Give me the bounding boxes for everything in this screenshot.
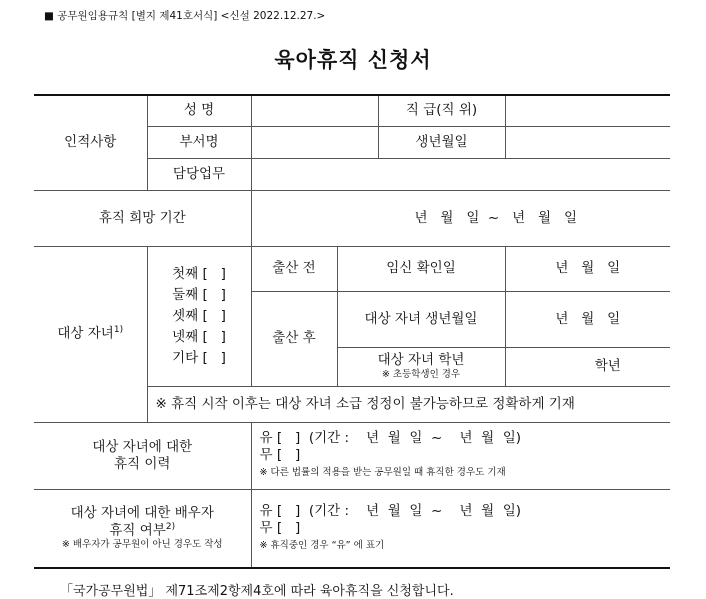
history-yes-option[interactable]: 유 [ ] (기간 : 년 월 일 ~ 년 월 일) <box>259 430 522 446</box>
spouse-leave-field <box>251 489 670 568</box>
child-first-checkbox[interactable]: 첫째 [ ] <box>172 265 226 282</box>
spouse-leave-label <box>34 489 251 568</box>
child-birth-date-field[interactable]: 년 월 일 <box>505 291 670 347</box>
spouse-leave-label-line2: 휴직 여부 <box>109 522 166 539</box>
duty-field[interactable] <box>251 158 670 190</box>
pregnancy-date-field[interactable]: 년 월 일 <box>505 246 670 291</box>
leave-period-label: 휴직 희망 기간 <box>34 190 251 246</box>
birth-date-field[interactable] <box>505 126 670 158</box>
child-third-checkbox[interactable]: 셋째 [ ] <box>172 307 226 324</box>
personal-info-section-label: 인적사항 <box>34 95 147 190</box>
spouse-leave-label-line1: 대상 자녀에 대한 배우자 <box>70 505 214 522</box>
spouse-leave-label-note: ※ 배우자가 공무원이 아닌 경우도 작성 <box>61 539 223 551</box>
spouse-note: ※ 휴직중인 경우 “유” 에 표기 <box>259 539 385 551</box>
history-note: ※ 다른 법률의 적용을 받는 공무원일 때 휴직한 경우도 기재 <box>259 467 506 478</box>
target-child-label-text: 대상 자녀 <box>57 325 114 342</box>
page-title: 육아휴직 신청서 <box>274 48 432 72</box>
after-birth-label: 출산 후 <box>251 291 337 386</box>
leave-history-label-line1: 대상 자녀에 대한 <box>92 438 193 455</box>
target-child-label <box>34 246 147 422</box>
before-birth-label: 출산 전 <box>251 246 337 291</box>
pregnancy-date-label: 임신 확인일 <box>337 246 505 291</box>
child-order-list <box>147 246 251 386</box>
birth-date-label: 생년월일 <box>378 126 505 158</box>
leave-history-label <box>34 422 251 489</box>
spouse-yes-option[interactable]: 유 [ ] (기간 : 년 월 일 ~ 년 월 일) <box>259 502 522 519</box>
name-label: 성 명 <box>147 95 251 126</box>
child-other-checkbox[interactable]: 기타 [ ] <box>172 349 226 366</box>
application-form-table <box>34 94 670 569</box>
leave-history-field <box>251 422 670 489</box>
footnote-ref-1: 1) <box>113 325 124 336</box>
footnote-ref-2: 2) <box>165 522 176 533</box>
rank-field[interactable] <box>505 95 670 126</box>
child-grade-note: ※ 초등학생인 경우 <box>381 369 461 380</box>
department-field[interactable] <box>251 126 378 158</box>
child-birth-date-label: 대상 자녀 생년월일 <box>337 291 505 347</box>
child-fourth-checkbox[interactable]: 넷째 [ ] <box>172 328 226 345</box>
name-field[interactable] <box>251 95 378 126</box>
child-grade-label: 대상 자녀 학년 <box>377 352 465 369</box>
child-grade-label-cell <box>337 347 505 386</box>
duty-label: 담당업무 <box>147 158 251 190</box>
history-no-option[interactable]: 무 [ ] <box>259 447 301 463</box>
application-statement: 「국가공무원법」 제71조제2항제4호에 따라 육아휴직을 신청합니다. <box>60 584 454 599</box>
form-reference-header: ■ 공무원임용규칙 [별지 제41호서식] <신설 2022.12.27.> <box>44 10 326 22</box>
department-label: 부서명 <box>147 126 251 158</box>
rank-label: 직 급(직 위) <box>378 95 505 126</box>
target-child-notice: ※ 휴직 시작 이후는 대상 자녀 소급 정정이 불가능하므로 정확하게 기재 <box>147 386 670 422</box>
leave-history-label-line2: 휴직 이력 <box>114 455 171 472</box>
child-second-checkbox[interactable]: 둘째 [ ] <box>172 286 226 303</box>
child-grade-field[interactable]: 학년 <box>505 347 670 386</box>
leave-period-field[interactable]: 년 월 일 ~ 년 월 일 <box>251 190 670 246</box>
spouse-no-option[interactable]: 무 [ ] <box>259 519 301 536</box>
